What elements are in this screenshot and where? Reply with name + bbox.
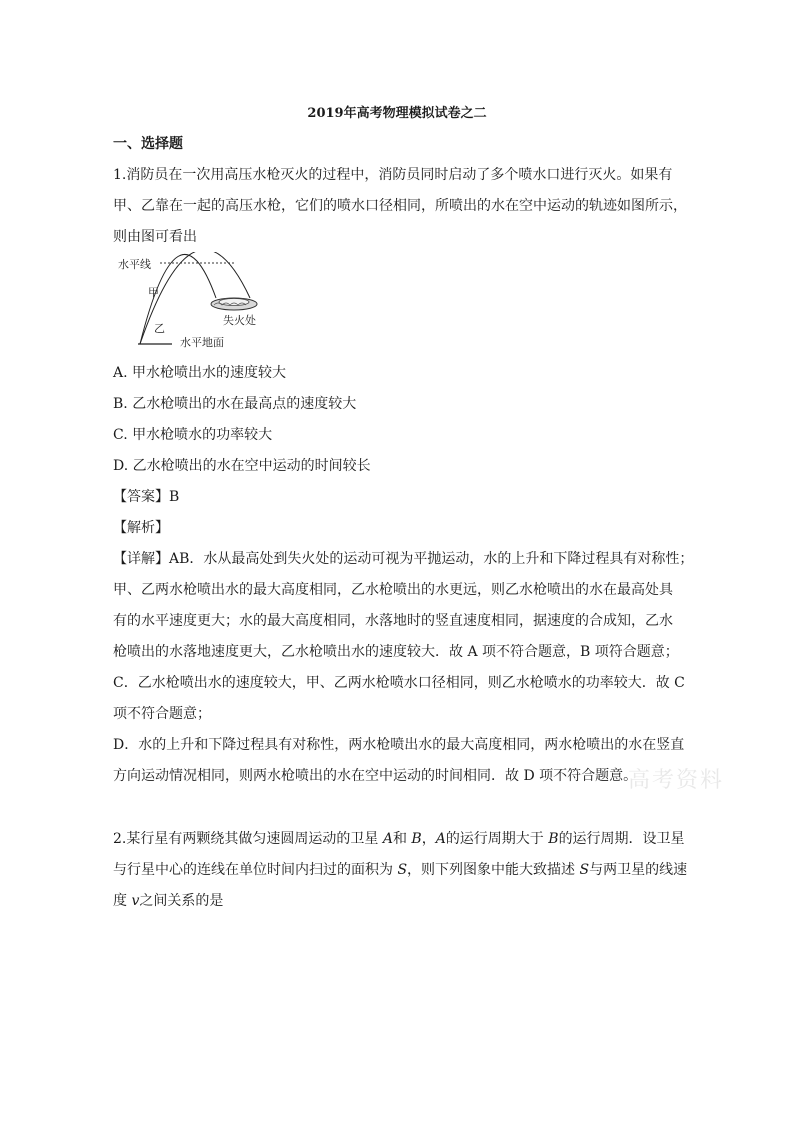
label-yi: 乙 [154, 322, 165, 335]
label-jia: 甲 [148, 286, 159, 299]
var-a: A [435, 831, 446, 847]
q2-stem-line [113, 891, 223, 911]
analysis-line: 方向运动情况相同，则两水枪喷出的水在空中运动的时间相同．故 D 项不符合题意。 [113, 768, 638, 784]
var-a: A [382, 831, 393, 847]
label-horizontal-line: 水平线 [118, 258, 151, 271]
q2-stem-line [113, 829, 685, 849]
label-ground: 水平地面 [180, 336, 224, 349]
q2-stem-line [113, 860, 687, 880]
fire-spot-icon [211, 298, 257, 310]
q2-text: 与行星中心的连线在单位时间内扫过的面积为 [113, 862, 398, 878]
q2-text: ，则下列图象中能大致描述 [407, 862, 580, 878]
q2-text: 与两卫星的线速 [589, 862, 688, 878]
option-c: C. 甲水枪喷水的功率较大 [113, 427, 273, 443]
q1-stem-line: 则由图可看出 [113, 229, 197, 245]
q2-text: 2.某行星有两颗绕其做匀速圆周运动的卫星 [113, 831, 383, 847]
answer: 【答案】B [113, 489, 180, 505]
analysis-line: C．乙水枪喷出水的速度较大，甲、乙两水枪喷水口径相同，则乙水枪喷水的功率较大．故 C [113, 675, 685, 691]
q2-text: 度 [113, 893, 132, 909]
q1-stem-line: 甲、乙靠在一起的高压水枪，它们的喷水口径相同，所喷出的水在空中运动的轨迹如图所示， [113, 198, 687, 214]
analysis-line: 【详解】AB．水从最高处到失火处的运动可视为平抛运动，水的上升和下降过程具有对称性； [113, 551, 694, 567]
q2-text: 的运行周期．设卫星 [558, 831, 685, 847]
q2-text: 的运行周期大于 [445, 831, 549, 847]
q2-text: ， [421, 831, 436, 847]
section-heading: 一、选择题 [113, 136, 183, 152]
option-a: A. 甲水枪喷出水的速度较大 [113, 365, 287, 381]
page-title: 2019年高考物理模拟试卷之二 [307, 106, 487, 121]
q2-text: 之间关系的是 [139, 893, 224, 909]
watermark: 高考资料 [628, 768, 725, 793]
label-fire: 失火处 [223, 314, 256, 327]
analysis-line: 甲、乙两水枪喷出水的最大高度相同，乙水枪喷出的水更远，则乙水枪喷出的水在最高处具 [113, 582, 673, 598]
var-s: S [397, 862, 408, 878]
option-b: B. 乙水枪喷出的水在最高点的速度较大 [113, 396, 357, 412]
analysis-heading: 【解析】 [113, 520, 169, 536]
q1-stem-line: 1.消防员在一次用高压水枪灭火的过程中，消防员同时启动了多个喷水口进行灭火。如果有 [113, 167, 673, 183]
option-d: D. 乙水枪喷出的水在空中运动的时间较长 [113, 458, 371, 474]
var-v: v [131, 893, 140, 909]
trajectory-figure [110, 252, 270, 352]
analysis-line: 项不符合题意； [113, 706, 211, 722]
analysis-line: 枪喷出的水落地速度更大，乙水枪喷出水的速度较大．故 A 项不符合题意，B 项符合题意； [113, 644, 679, 660]
var-b: B [411, 831, 422, 847]
analysis-line: D．水的上升和下降过程具有对称性，两水枪喷出水的最大高度相同，两水枪喷出的水在竖直 [113, 737, 685, 753]
analysis-line: 有的水平速度更大；水的最大高度相同，水落地时的竖直速度相同，据速度的合成知，乙水 [113, 613, 673, 629]
q2-text: 和 [392, 831, 412, 847]
var-s: S [579, 862, 590, 878]
var-b: B [548, 831, 559, 847]
trajectory-jia [140, 254, 216, 344]
